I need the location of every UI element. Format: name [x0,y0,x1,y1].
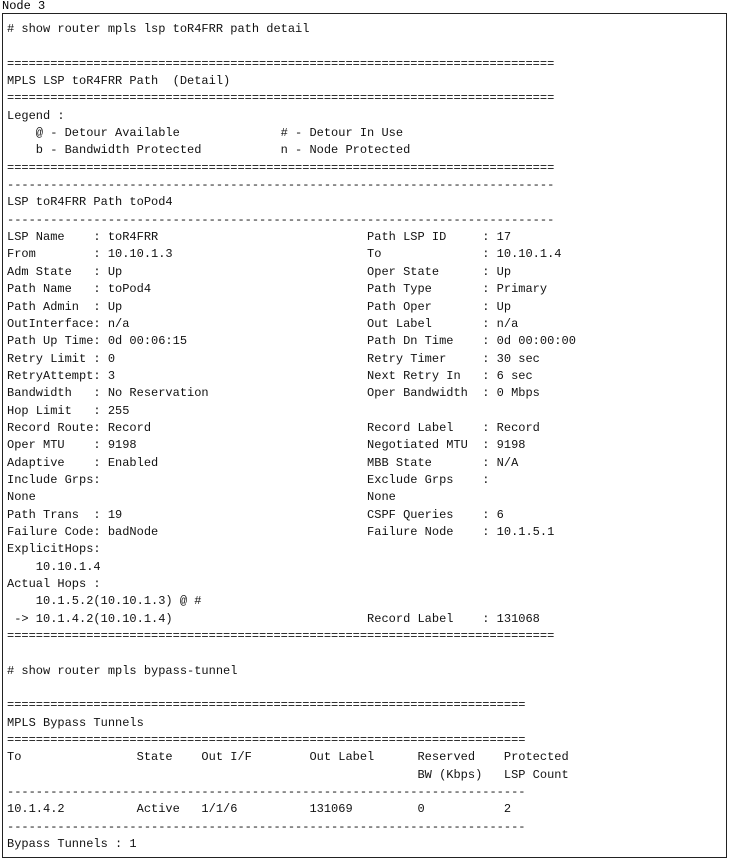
terminal-line: LSP Name : toR4FRR Path LSP ID : 17 [7,230,512,245]
terminal-line: Adm State : Up Oper State : Up [7,264,512,279]
terminal-line: ---------------------------------------------------------------------------- [7,212,555,227]
terminal-line: BW (Kbps) LSP Count [7,767,569,782]
terminal-line: # show router mpls bypass-tunnel [7,663,238,678]
terminal-line: MPLS LSP toR4FRR Path (Detail) [7,74,231,89]
terminal-line: Adaptive : Enabled MBB State : N/A [7,455,519,470]
terminal-line [7,38,576,55]
terminal-line: MPLS Bypass Tunnels [7,715,144,730]
terminal-line: Include Grps: Exclude Grps : [7,472,490,487]
terminal-line: Actual Hops : [7,577,101,591]
terminal-line [7,680,576,697]
terminal-line: Path Name : toPod4 Path Type : Primary [7,282,548,297]
terminal-line: From : 10.10.1.3 To : 10.10.1.4 [7,247,562,262]
terminal-line: Path Up Time: 0d 00:06:15 Path Dn Time : 0d 00:00:00 [7,334,576,349]
terminal-line: ------------------------------------------------------------------------ [7,819,526,834]
node-caption: Node 3 [2,0,46,13]
terminal-line: ------------------------------------------------------------------------ [7,785,526,800]
terminal-line: Bandwidth : No Reservation Oper Bandwidth : 0 Mbps [7,386,540,401]
terminal-line: LSP toR4FRR Path toPod4 [7,195,173,210]
terminal-line: ======================================================================== [7,698,526,713]
terminal-line: OutInterface: n/a Out Label : n/a [7,316,519,331]
terminal-line: Legend : [7,108,65,123]
terminal-line: Path Trans : 19 CSPF Queries : 6 [7,507,504,522]
terminal-line: To State Out I/F Out Label Reserved Protected [7,750,569,765]
terminal-line: ======================================================================== [7,733,526,748]
terminal-line: Record Route: Record Record Label : Record [7,420,540,435]
terminal-line: Path Admin : Up Path Oper : Up [7,299,512,314]
terminal-line: ============================================================================ [7,91,555,106]
terminal-line: 10.1.5.2(10.10.1.3) @ # [7,594,202,609]
terminal-line: # show router mpls lsp toR4FRR path detail [7,22,310,36]
terminal-line: ============================================================================ [7,56,555,71]
terminal-line: ExplicitHops: [7,542,101,557]
terminal-line: Retry Limit : 0 Retry Timer : 30 sec [7,351,540,366]
terminal-line: Failure Code: badNode Failure Node : 10.1.5.1 [7,524,555,539]
terminal-line: RetryAttempt: 3 Next Retry In : 6 sec [7,368,533,383]
terminal-line: 10.1.4.2 Active 1/1/6 131069 0 2 [7,802,512,817]
terminal-line: Oper MTU : 9198 Negotiated MTU : 9198 [7,438,526,453]
terminal-line: ---------------------------------------------------------------------------- [7,178,555,193]
terminal-line: Bypass Tunnels : 1 [7,837,137,852]
terminal-line: ============================================================================ [7,629,555,644]
terminal-output [7,21,576,854]
terminal-line [7,645,576,662]
terminal-line: ============================================================================ [7,160,555,175]
terminal-line: Hop Limit : 255 [7,403,130,418]
terminal-line: @ - Detour Available # - Detour In Use [7,126,404,141]
terminal-line: None None [7,490,396,505]
terminal-line: -> 10.1.4.2(10.10.1.4) Record Label : 131068 [7,611,540,626]
terminal-line: b - Bandwidth Protected n - Node Protected [7,143,411,158]
terminal-line: 10.10.1.4 [7,559,101,574]
